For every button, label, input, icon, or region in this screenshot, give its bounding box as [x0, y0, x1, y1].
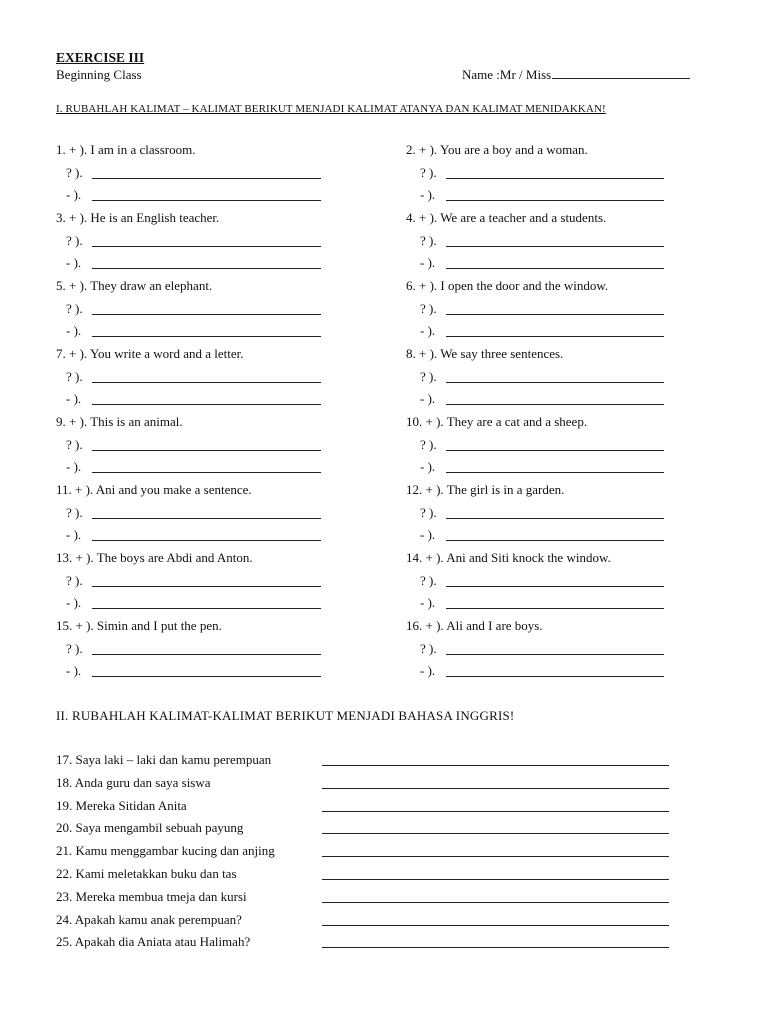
item-sentence: The boys are Abdi and Anton.: [96, 550, 253, 565]
question-answer-blank[interactable]: [446, 654, 664, 655]
translation-item: 22. Kami meletakkan buku dan tas: [56, 866, 237, 881]
translation-item: 17. Saya laki – laki dan kamu perempuan: [56, 752, 272, 767]
negative-answer-blank[interactable]: [92, 404, 321, 405]
question-marker: ? ).: [420, 641, 437, 656]
question-answer-blank[interactable]: [446, 382, 664, 383]
negative-answer-blank[interactable]: [446, 268, 664, 269]
negative-answer-blank[interactable]: [92, 676, 321, 677]
page-title: EXERCISE III: [56, 50, 145, 65]
translation-answer-blank[interactable]: [322, 925, 669, 926]
question-answer-blank[interactable]: [446, 586, 664, 587]
item-number: 16. + ).: [406, 618, 444, 633]
negative-marker: - ).: [66, 391, 82, 406]
negative-marker: - ).: [420, 527, 436, 542]
exercise-item: [406, 210, 606, 226]
section2-heading: II. RUBAHLAH KALIMAT-KALIMAT BERIKUT MENJADI BAHASA INGGRIS!: [56, 708, 515, 723]
exercise-item: [406, 142, 588, 158]
translation-answer-blank[interactable]: [322, 902, 669, 903]
translation-item: 18. Anda guru dan saya siswa: [56, 775, 211, 790]
question-answer-blank[interactable]: [92, 314, 321, 315]
negative-marker: - ).: [420, 459, 436, 474]
translation-answer-blank[interactable]: [322, 947, 669, 948]
translation-item: 24. Apakah kamu anak perempuan?: [56, 912, 242, 927]
item-number: 2. + ).: [406, 142, 438, 157]
item-number: 12. + ).: [406, 482, 444, 497]
item-sentence: They are a cat and a sheep.: [446, 414, 588, 429]
negative-answer-blank[interactable]: [92, 472, 321, 473]
translation-item: 21. Kamu menggambar kucing dan anjing: [56, 843, 275, 858]
question-marker: ? ).: [420, 233, 437, 248]
question-marker: ? ).: [420, 437, 437, 452]
translation-answer-blank[interactable]: [322, 788, 669, 789]
class-label: Beginning Class: [56, 67, 142, 82]
negative-answer-blank[interactable]: [446, 676, 664, 677]
question-answer-blank[interactable]: [92, 654, 321, 655]
item-sentence: Ali and I are boys.: [446, 618, 543, 633]
item-sentence: You are a boy and a woman.: [439, 142, 588, 157]
question-answer-blank[interactable]: [446, 518, 664, 519]
question-marker: ? ).: [420, 573, 437, 588]
question-marker: ? ).: [420, 165, 437, 180]
item-sentence: You write a word and a letter.: [89, 346, 244, 361]
item-number: 15. + ).: [56, 618, 94, 633]
negative-answer-blank[interactable]: [92, 268, 321, 269]
translation-answer-blank[interactable]: [322, 856, 669, 857]
exercise-item: [56, 278, 212, 294]
translation-answer-blank[interactable]: [322, 765, 669, 766]
negative-marker: - ).: [66, 187, 82, 202]
item-number: 4. + ).: [406, 210, 438, 225]
question-answer-blank[interactable]: [92, 382, 321, 383]
negative-marker: - ).: [66, 527, 82, 542]
exercise-item: [406, 278, 608, 294]
item-sentence: Ani and Siti knock the window.: [446, 550, 611, 565]
negative-answer-blank[interactable]: [446, 336, 664, 337]
question-answer-blank[interactable]: [446, 314, 664, 315]
translation-answer-blank[interactable]: [322, 833, 669, 834]
name-label: Name :Mr / Miss: [462, 67, 552, 82]
question-answer-blank[interactable]: [92, 586, 321, 587]
question-answer-blank[interactable]: [446, 246, 664, 247]
negative-answer-blank[interactable]: [92, 608, 321, 609]
item-number: 1. + ).: [56, 142, 88, 157]
negative-marker: - ).: [66, 255, 82, 270]
item-sentence: We say three sentences.: [440, 346, 564, 361]
question-marker: ? ).: [420, 369, 437, 384]
question-marker: ? ).: [66, 505, 83, 520]
question-answer-blank[interactable]: [446, 178, 664, 179]
exercise-item: [406, 346, 563, 362]
item-sentence: I open the door and the window.: [440, 278, 609, 293]
negative-marker: - ).: [420, 391, 436, 406]
exercise-item: [406, 414, 587, 430]
exercise-item: [56, 550, 253, 566]
translation-item: 19. Mereka Sitidan Anita: [56, 798, 187, 813]
item-number: 13. + ).: [56, 550, 94, 565]
question-marker: ? ).: [66, 301, 83, 316]
exercise-item: [406, 618, 543, 634]
item-sentence: This is an animal.: [90, 414, 183, 429]
name-blank: [552, 67, 690, 79]
item-sentence: They draw an elephant.: [90, 278, 213, 293]
question-marker: ? ).: [66, 369, 83, 384]
negative-marker: - ).: [66, 459, 82, 474]
exercise-item: [56, 346, 244, 362]
exercise-item: [56, 414, 183, 430]
negative-answer-blank[interactable]: [446, 404, 664, 405]
exercise-item: [56, 142, 195, 158]
item-sentence: Simin and I put the pen.: [96, 618, 222, 633]
negative-answer-blank[interactable]: [446, 472, 664, 473]
exercise-item: [406, 550, 611, 566]
negative-marker: - ).: [66, 663, 82, 678]
question-answer-blank[interactable]: [92, 518, 321, 519]
translation-item: 20. Saya mengambil sebuah payung: [56, 820, 244, 835]
item-sentence: The girl is in a garden.: [446, 482, 565, 497]
item-number: 10. + ).: [406, 414, 444, 429]
item-sentence: We are a teacher and a students.: [440, 210, 607, 225]
question-marker: ? ).: [420, 301, 437, 316]
negative-answer-blank[interactable]: [92, 200, 321, 201]
negative-answer-blank[interactable]: [446, 540, 664, 541]
negative-marker: - ).: [420, 595, 436, 610]
section1-heading: I. RUBAHLAH KALIMAT – KALIMAT BERIKUT MENJADI KALIMAT ATANYA DAN KALIMAT MENIDAKKAN!: [56, 103, 606, 115]
item-sentence: Ani and you make a sentence.: [95, 482, 252, 497]
question-marker: ? ).: [66, 233, 83, 248]
item-number: 7. + ).: [56, 346, 88, 361]
name-field: [462, 67, 690, 83]
question-marker: ? ).: [66, 573, 83, 588]
exercise-item: [56, 482, 252, 498]
translation-item: 25. Apakah dia Aniata atau Halimah?: [56, 934, 251, 949]
item-sentence: He is an English teacher.: [90, 210, 220, 225]
negative-marker: - ).: [420, 663, 436, 678]
item-number: 3. + ).: [56, 210, 88, 225]
item-number: 8. + ).: [406, 346, 438, 361]
question-marker: ? ).: [66, 641, 83, 656]
question-marker: ? ).: [66, 437, 83, 452]
exercise-item: [406, 482, 564, 498]
negative-marker: - ).: [66, 595, 82, 610]
negative-marker: - ).: [420, 323, 436, 338]
item-number: 14. + ).: [406, 550, 444, 565]
exercise-item: [56, 210, 219, 226]
item-number: 5. + ).: [56, 278, 88, 293]
question-answer-blank[interactable]: [92, 246, 321, 247]
translation-item: 23. Mereka membua tmeja dan kursi: [56, 889, 247, 904]
item-number: 11. + ).: [56, 482, 94, 497]
negative-answer-blank[interactable]: [92, 540, 321, 541]
question-answer-blank[interactable]: [446, 450, 664, 451]
negative-answer-blank[interactable]: [446, 200, 664, 201]
translation-answer-blank[interactable]: [322, 879, 669, 880]
item-number: 6. + ).: [406, 278, 438, 293]
translation-answer-blank[interactable]: [322, 811, 669, 812]
item-sentence: I am in a classroom.: [90, 142, 196, 157]
question-marker: ? ).: [420, 505, 437, 520]
question-marker: ? ).: [66, 165, 83, 180]
question-answer-blank[interactable]: [92, 178, 321, 179]
question-answer-blank[interactable]: [92, 450, 321, 451]
negative-marker: - ).: [420, 187, 436, 202]
negative-answer-blank[interactable]: [446, 608, 664, 609]
negative-answer-blank[interactable]: [92, 336, 321, 337]
negative-marker: - ).: [66, 323, 82, 338]
item-number: 9. + ).: [56, 414, 88, 429]
exercise-item: [56, 618, 222, 634]
negative-marker: - ).: [420, 255, 436, 270]
